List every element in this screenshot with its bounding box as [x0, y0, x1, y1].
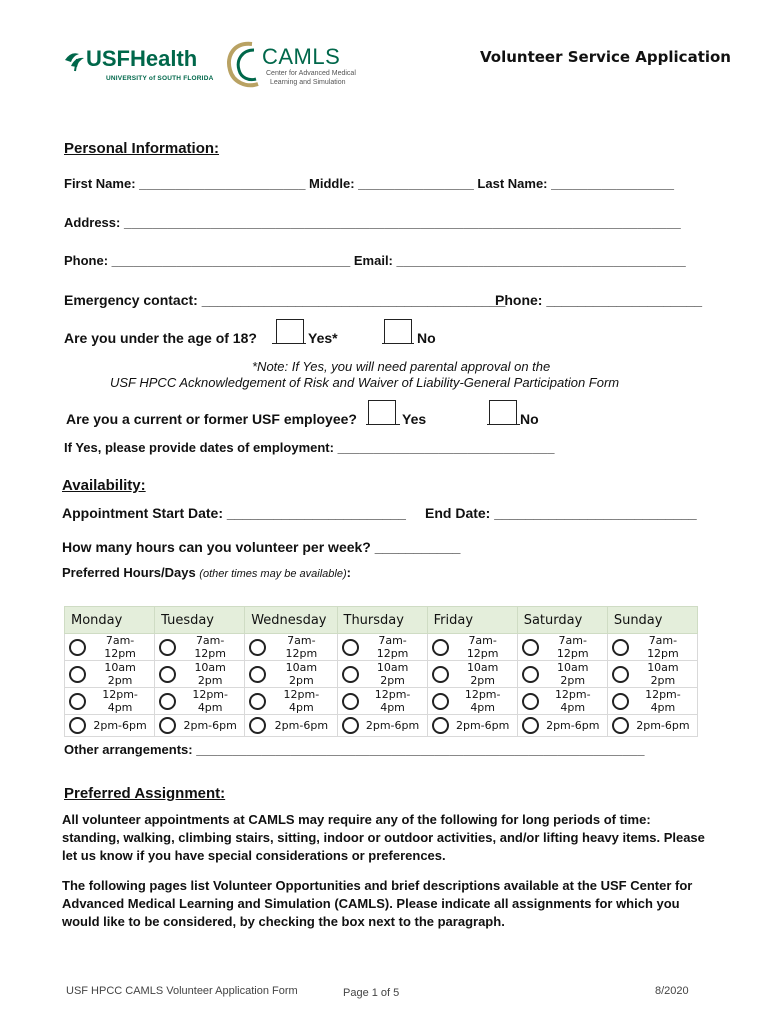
- time-slot-rows: [65, 634, 698, 737]
- time-slot-cell: [65, 715, 155, 737]
- under-18-yes-checkbox[interactable]: [276, 319, 304, 343]
- time-slot-label: 12pm-4pm: [554, 688, 591, 714]
- usf-health-logo: [62, 38, 222, 90]
- checkbox-underline: [272, 343, 306, 344]
- time-slot-cell: [427, 661, 517, 688]
- time-slot-option[interactable]: [155, 661, 244, 687]
- checkbox-underline: [487, 424, 520, 425]
- time-slot-label: 7am-12pm: [194, 634, 227, 660]
- start-date-field[interactable]: Appointment Start Date: _______________________: [62, 505, 406, 521]
- time-slot-label: 10am 2pm: [376, 661, 409, 687]
- camls-logo: [224, 38, 354, 92]
- time-slot-radio[interactable]: [69, 639, 86, 656]
- time-slot-radio[interactable]: [249, 666, 266, 683]
- time-slot-radio[interactable]: [432, 693, 449, 710]
- phone-email-fields[interactable]: Phone: _________________________________ Email: ________________________________________: [64, 253, 686, 268]
- time-slot-cell: [155, 634, 245, 661]
- time-slot-radio[interactable]: [612, 666, 629, 683]
- time-slot-cell: [65, 661, 155, 688]
- time-slot-cell: [245, 661, 337, 688]
- time-slot-cell: [337, 688, 427, 715]
- checkbox-underline: [366, 424, 400, 425]
- parental-note-line-2: USF HPCC Acknowledgement of Risk and Waiver of Liability-General Participation Form: [110, 375, 620, 390]
- footer-page-number: Page 1 of 5: [343, 987, 400, 999]
- time-slot-cell: [517, 715, 607, 737]
- time-slot-cell: [337, 715, 427, 737]
- time-slot-radio[interactable]: [249, 639, 266, 656]
- usf-health-wordmark: USFHealth: [86, 46, 198, 71]
- day-header: Wednesday: [245, 607, 337, 634]
- time-slot-option[interactable]: [155, 688, 244, 714]
- time-slot-cell: [155, 661, 245, 688]
- time-slot-option[interactable]: [245, 661, 336, 687]
- preferred-hours-title: Preferred Hours/Days: [62, 565, 196, 580]
- day-header: Saturday: [517, 607, 607, 634]
- time-slot-radio[interactable]: [432, 666, 449, 683]
- camls-wordmark: CAMLS: [262, 44, 341, 69]
- footer-form-name: USF HPCC CAMLS Volunteer Application Form: [66, 985, 298, 997]
- time-slot-cell: [337, 661, 427, 688]
- time-slot-label: 2pm-6pm: [274, 719, 329, 732]
- time-slot-cell: [245, 634, 337, 661]
- time-slot-cell: [155, 715, 245, 737]
- time-slot-row: [65, 634, 698, 661]
- time-slot-option[interactable]: [245, 688, 336, 714]
- time-slot-option[interactable]: [338, 634, 427, 660]
- time-slot-label: 10am 2pm: [104, 661, 136, 687]
- time-slot-label: 7am-12pm: [285, 634, 318, 660]
- employee-yes-checkbox[interactable]: [368, 400, 396, 424]
- time-slot-cell: [245, 688, 337, 715]
- employee-no-label: No: [520, 411, 539, 427]
- time-slot-radio[interactable]: [342, 639, 359, 656]
- other-arrangements-field[interactable]: Other arrangements: ______________________________________________________________: [64, 742, 645, 757]
- time-slot-label: 7am-12pm: [104, 634, 136, 660]
- time-slot-label: 10am 2pm: [557, 661, 589, 687]
- time-slot-radio[interactable]: [159, 693, 176, 710]
- availability-grid: [64, 606, 698, 737]
- time-slot-radio[interactable]: [612, 693, 629, 710]
- day-header: Friday: [427, 607, 517, 634]
- time-slot-radio[interactable]: [342, 666, 359, 683]
- time-slot-option[interactable]: [608, 688, 697, 714]
- day-header: Monday: [65, 607, 155, 634]
- end-date-field[interactable]: End Date: __________________________: [425, 505, 697, 521]
- time-slot-cell: [337, 634, 427, 661]
- time-slot-label: 7am-12pm: [376, 634, 409, 660]
- time-slot-row: [65, 688, 698, 715]
- time-slot-radio[interactable]: [249, 717, 266, 734]
- time-slot-radio[interactable]: [522, 717, 539, 734]
- employee-no-checkbox[interactable]: [489, 400, 517, 424]
- preferred-hours-colon: :: [346, 565, 351, 580]
- day-header-row: [65, 607, 698, 634]
- emergency-contact-field[interactable]: Emergency contact: _______________________________________: [64, 292, 506, 308]
- time-slot-option[interactable]: [428, 634, 517, 660]
- time-slot-cell: [427, 634, 517, 661]
- time-slot-radio[interactable]: [159, 639, 176, 656]
- time-slot-label: 2pm-6pm: [365, 719, 420, 732]
- time-slot-label: 2pm-6pm: [183, 719, 237, 732]
- time-slot-option[interactable]: [65, 688, 154, 714]
- preferred-hours-note: (other times may be available): [199, 568, 347, 580]
- time-slot-radio[interactable]: [612, 717, 629, 734]
- time-slot-radio[interactable]: [522, 693, 539, 710]
- time-slot-option[interactable]: [338, 661, 427, 687]
- footer-date: 8/2020: [655, 985, 689, 997]
- time-slot-cell: [427, 688, 517, 715]
- time-slot-cell: [607, 688, 697, 715]
- camls-subtitle-1: Center for Advanced Medical: [266, 70, 356, 77]
- time-slot-label: 10am 2pm: [194, 661, 226, 687]
- time-slot-radio[interactable]: [612, 639, 629, 656]
- time-slot-option[interactable]: [518, 688, 607, 714]
- time-slot-radio[interactable]: [249, 693, 266, 710]
- time-slot-label: 7am-12pm: [556, 634, 589, 660]
- day-header: Tuesday: [155, 607, 245, 634]
- time-slot-cell: [65, 634, 155, 661]
- time-slot-label: 10am 2pm: [466, 661, 499, 687]
- time-slot-label: 12pm-4pm: [645, 688, 681, 714]
- time-slot-option[interactable]: [65, 661, 154, 687]
- time-slot-cell: [517, 634, 607, 661]
- time-slot-option[interactable]: [608, 661, 697, 687]
- employee-yes-label: Yes: [402, 411, 427, 427]
- time-slot-label: 12pm-4pm: [192, 688, 228, 714]
- time-slot-row: [65, 661, 698, 688]
- under-18-no-checkbox[interactable]: [384, 319, 412, 343]
- time-slot-cell: [607, 715, 697, 737]
- time-slot-row: [65, 715, 698, 737]
- time-slot-option[interactable]: [245, 634, 336, 660]
- time-slot-option[interactable]: [245, 717, 336, 734]
- time-slot-cell: [517, 661, 607, 688]
- name-fields[interactable]: First Name: _______________________ Middle: ________________ Last Name: _________________: [64, 176, 675, 191]
- page-title: Volunteer Service Application: [480, 48, 731, 66]
- employment-dates-field[interactable]: If Yes, please provide dates of employment: ______________________________: [64, 440, 555, 455]
- time-slot-radio[interactable]: [69, 717, 86, 734]
- time-slot-cell: [607, 661, 697, 688]
- time-slot-radio[interactable]: [342, 717, 359, 734]
- time-slot-radio[interactable]: [432, 639, 449, 656]
- opportunities-paragraph: The following pages list Volunteer Opportunities and brief descriptions available at the USF Center for Advanced Medical Learning and Simulation (CAMLS). Please indicate all assignments for which you would like to be considered, by checking the box next to the paragraph.: [62, 878, 693, 929]
- usf-employee-question: Are you a current or former USF employee?: [66, 411, 357, 427]
- time-slot-label: 2pm-6pm: [455, 719, 510, 732]
- time-slot-radio[interactable]: [342, 693, 359, 710]
- time-slot-cell: [245, 715, 337, 737]
- time-slot-option[interactable]: [338, 717, 427, 734]
- time-slot-option[interactable]: [155, 717, 244, 734]
- time-slot-radio[interactable]: [159, 666, 176, 683]
- time-slot-cell: [517, 688, 607, 715]
- time-slot-label: 7am-12pm: [466, 634, 499, 660]
- preferred-hours-label: [62, 565, 351, 580]
- personal-info-heading: Personal Information:: [64, 140, 220, 157]
- time-slot-label: 2pm-6pm: [546, 719, 600, 732]
- time-slot-option[interactable]: [518, 717, 607, 734]
- time-slot-label: 12pm-4pm: [102, 688, 138, 714]
- requirements-paragraph: All volunteer appointments at CAMLS may require any of the following for long periods of time: standing, walking, climbing stairs, sitting, indoor or outdoor activities, and/or lifting heavy items. Please let us know if you have special considerations or preferences.: [62, 812, 705, 863]
- time-slot-label: 12pm-4pm: [464, 688, 501, 714]
- address-field[interactable]: Address: _____________________________________________________________________________: [64, 215, 681, 230]
- time-slot-radio[interactable]: [522, 639, 539, 656]
- under-18-yes-label: Yes*: [308, 330, 338, 346]
- preferred-assignment-heading: Preferred Assignment:: [64, 785, 226, 802]
- availability-heading: Availability:: [62, 477, 146, 494]
- hours-per-week-field[interactable]: How many hours can you volunteer per week? ___________: [62, 539, 461, 555]
- time-slot-cell: [427, 715, 517, 737]
- time-slot-option[interactable]: [608, 717, 697, 734]
- under-18-question: Are you under the age of 18?: [64, 330, 257, 346]
- time-slot-option[interactable]: [338, 688, 427, 714]
- time-slot-radio[interactable]: [522, 666, 539, 683]
- time-slot-option[interactable]: [65, 634, 154, 660]
- time-slot-option[interactable]: [155, 634, 244, 660]
- time-slot-cell: [607, 634, 697, 661]
- parental-note-line-1: *Note: If Yes, you will need parental approval on the: [252, 359, 551, 374]
- time-slot-radio[interactable]: [159, 717, 176, 734]
- camls-subtitle-2: Learning and Simulation: [270, 79, 346, 86]
- time-slot-label: 10am 2pm: [285, 661, 318, 687]
- time-slot-radio[interactable]: [432, 717, 449, 734]
- time-slot-label: 7am-12pm: [647, 634, 679, 660]
- day-header: Thursday: [337, 607, 427, 634]
- time-slot-label: 2pm-6pm: [636, 719, 690, 732]
- time-slot-option[interactable]: [428, 717, 517, 734]
- time-slot-option[interactable]: [518, 661, 607, 687]
- time-slot-label: 10am 2pm: [647, 661, 679, 687]
- usf-subtitle: UNIVERSITY of SOUTH FLORIDA: [106, 75, 214, 82]
- time-slot-radio[interactable]: [69, 693, 86, 710]
- time-slot-option[interactable]: [428, 688, 517, 714]
- time-slot-option[interactable]: [518, 634, 607, 660]
- time-slot-radio[interactable]: [69, 666, 86, 683]
- time-slot-cell: [155, 688, 245, 715]
- time-slot-option[interactable]: [428, 661, 517, 687]
- time-slot-option[interactable]: [608, 634, 697, 660]
- time-slot-label: 12pm-4pm: [283, 688, 320, 714]
- day-header: Sunday: [607, 607, 697, 634]
- checkbox-underline: [382, 343, 414, 344]
- emergency-phone-field[interactable]: Phone: ____________________: [495, 292, 703, 308]
- under-18-no-label: No: [417, 330, 436, 346]
- time-slot-label: 2pm-6pm: [93, 719, 147, 732]
- time-slot-option[interactable]: [65, 717, 154, 734]
- time-slot-label: 12pm-4pm: [374, 688, 411, 714]
- time-slot-cell: [65, 688, 155, 715]
